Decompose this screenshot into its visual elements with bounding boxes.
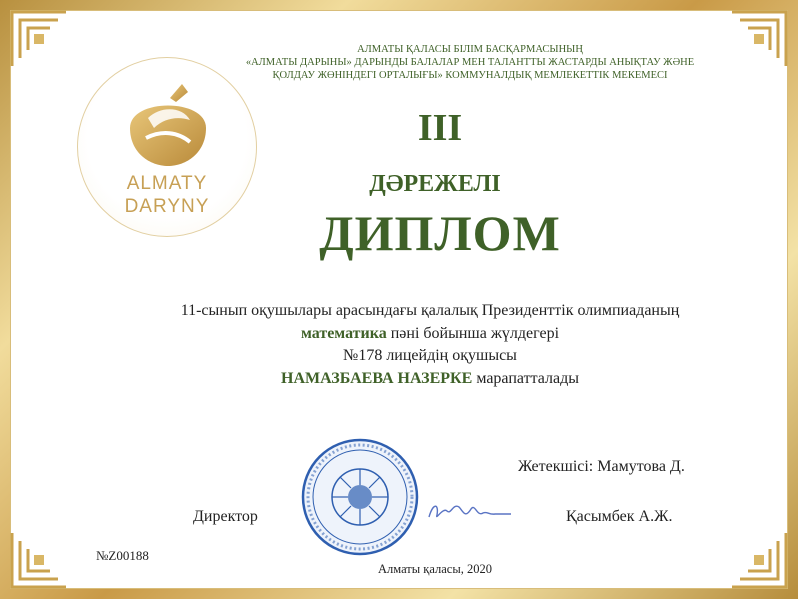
header-line-3: ҚОЛДАУ ЖӨНІНДЕГІ ОРТАЛЫҒЫ» КОММУНАЛДЫҚ МЕМЛЕКЕТТІК МЕКЕМЕСІ: [272, 70, 668, 81]
issuer-header: [215, 43, 725, 82]
almaty-daryny-logo: [77, 57, 257, 237]
degree-word: ДӘРЕЖЕЛІ: [369, 171, 501, 197]
diploma-number: №Z00188: [96, 548, 149, 563]
award-text: [120, 300, 740, 390]
city-and-year: Алматы қаласы, 2020: [377, 562, 492, 576]
corner-ornament-bottom-left: [8, 529, 70, 591]
award-line-1: 11-сынып оқушылары арасындағы қалалық Президенттік олимпиаданың: [180, 302, 680, 319]
signature-scribble-icon: [425, 497, 515, 527]
student-name: НАМАЗБАЕВА НАЗЕРКЕ: [281, 369, 473, 387]
seal-emblem-icon: [300, 437, 420, 557]
logo-text-daryny: DARYNY: [124, 196, 210, 217]
supervisor-name: Жетекшісі: Мамутова Д.: [518, 458, 685, 475]
official-seal: [300, 437, 420, 557]
header-line-2: «АЛМАТЫ ДАРЫНЫ» ДАРЫНДЫ БАЛАЛАР МЕН ТАЛАНТТЫ ЖАСТАРДЫ АНЫҚТАУ ЖӘНЕ: [245, 57, 695, 68]
director-name: Қасымбек А.Ж.: [566, 508, 673, 525]
award-line-4: [120, 368, 740, 391]
diploma-title: ДИПЛОМ: [319, 205, 561, 261]
award-line-2-rest: пәні бойынша жүлдегері: [386, 324, 560, 342]
corner-ornament-top-left: [8, 8, 70, 70]
logo-text-almaty: ALMATY: [126, 173, 208, 194]
corner-ornament-bottom-right: [728, 529, 790, 591]
award-line-2: [120, 323, 740, 346]
corner-ornament-top-right: [728, 8, 790, 70]
degree-number: III: [417, 107, 463, 149]
director-label: Директор: [193, 508, 258, 525]
award-line-4-rest: марапатталады: [472, 369, 579, 387]
director-signature: [425, 497, 515, 527]
subject-name: математика: [300, 324, 387, 342]
award-line-3: №178 лицейдің оқушысы: [343, 347, 517, 364]
header-line-1: АЛМАТЫ ҚАЛАСЫ БІЛІМ БАСҚАРМАСЫНЫҢ: [357, 44, 583, 55]
